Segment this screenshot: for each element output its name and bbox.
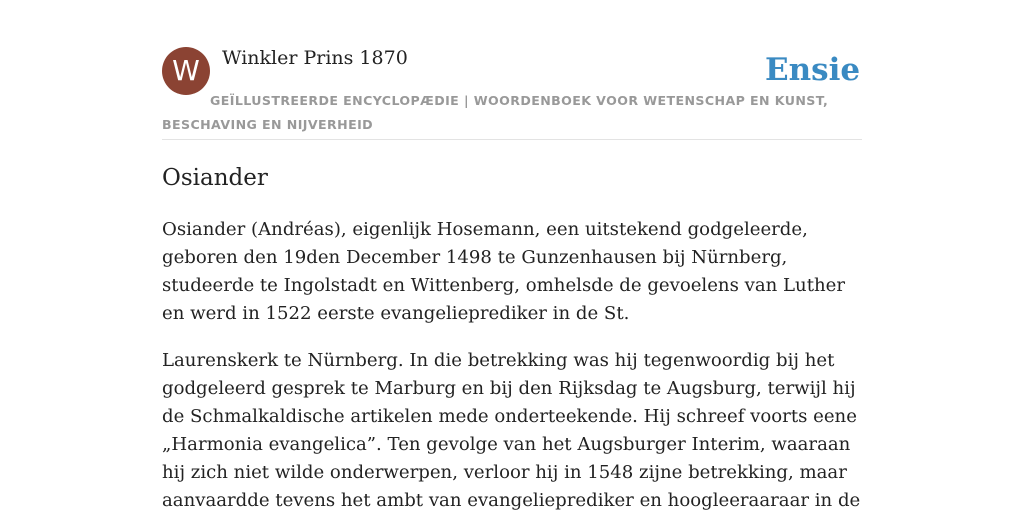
source-subtitle: GEÏLLUSTREERDE ENCYCLOPÆDIE | WOORDENBOEK VOOR WETENSCHAP EN KUNST, BESCHAVING EN NIJVERHEID [162, 93, 829, 132]
article-body [162, 216, 864, 512]
source-title-link[interactable]: Winkler Prins 1870 [222, 47, 408, 69]
header-divider [162, 139, 862, 140]
ensie-logo[interactable]: Ensie [765, 52, 861, 88]
source-avatar[interactable]: W [162, 47, 210, 95]
article-paragraph-2: Laurenskerk te Nürnberg. In die betrekking was hij tegenwoordig bij het godgeleerd gesprek te Marburg en bij den Rijksdag te Augsburg, terwijl hij de Schmalkaldische artikelen mede onderteekende. Hij schreef voorts eene „Harmonia evangelica”. Ten gevolge van het Augsburger Interim, waaraan hij zich niet wilde onderwerpen, verloor hij in 1548 zijne betrekking, maar aanvaardde tevens het ambt van evangelieprediker en hoogleeraaraar in de [162, 350, 861, 511]
article-paragraph-1: Osiander (Andréas), eigenlijk Hosemann, een uitstekend godgeleerde, geboren den 19den December 1498 te Gunzenhausen bij Nürnberg, studeerde te Ingolstadt en Wittenberg, omhelsde de gevoelens van Luther en werd in 1522 eerste evangelieprediker in de St. [162, 219, 845, 324]
article-title: Osiander [162, 165, 268, 191]
